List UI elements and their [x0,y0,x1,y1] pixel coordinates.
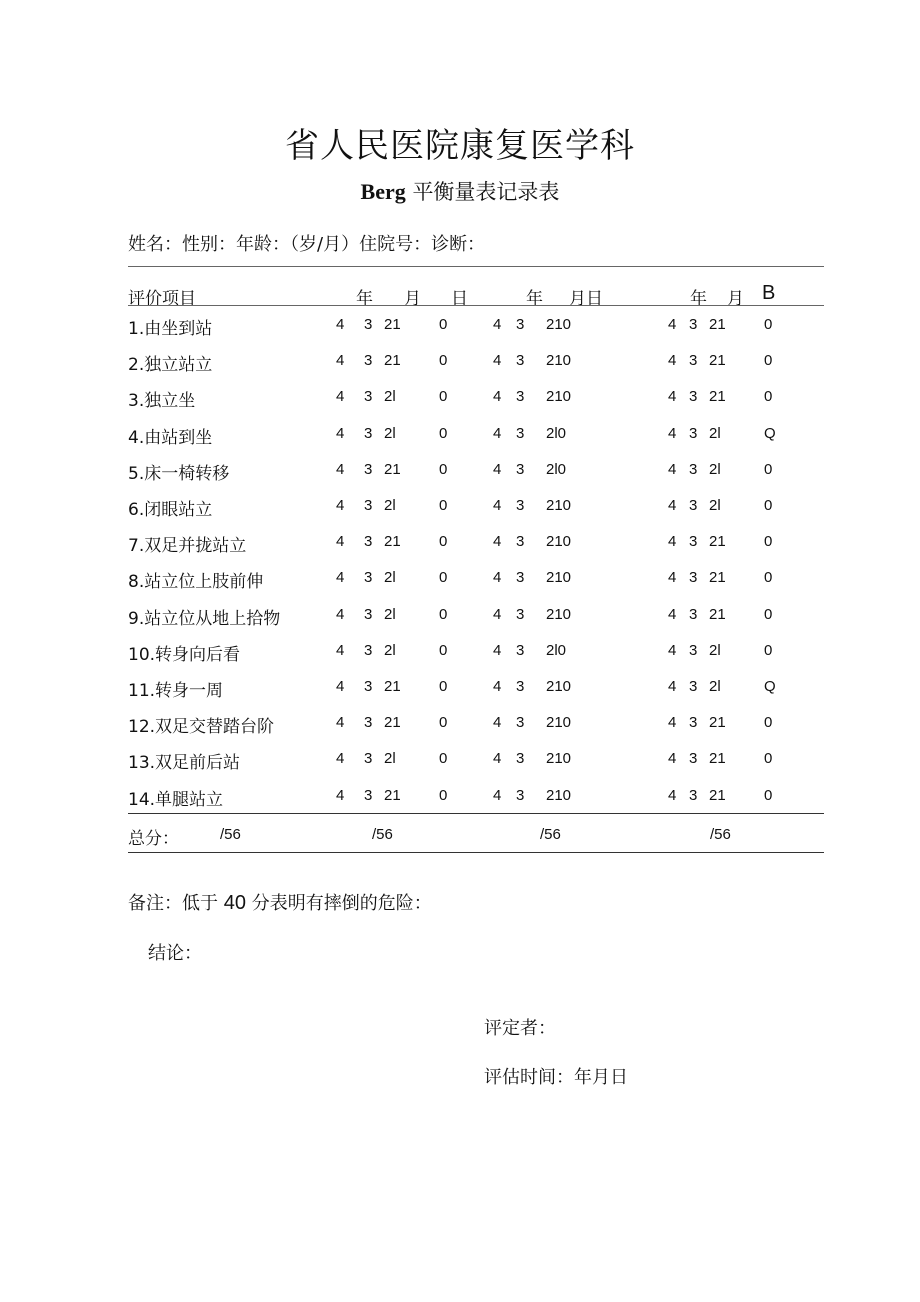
row-label: 8.站立位上肢前伸 [128,572,264,592]
session3-score-1: 4 [668,352,677,369]
remark-suffix: 分表明有摔倒的危险： [251,893,432,914]
session1-score-3: 21 [384,787,401,804]
remark-line [128,889,432,915]
session1-score-3: 21 [384,533,401,550]
session1-score-3: 21 [384,316,401,333]
session1-score-3: 21 [384,461,401,478]
rule-top [128,266,824,267]
session3-score-4: 0 [764,606,773,623]
session3-score-1: 4 [668,388,677,405]
session1-score-4: 0 [439,606,448,623]
session1-score-2: 3 [364,750,373,767]
session2-score-3: 2l0 [546,425,567,442]
conclusion-label: 结论： [148,943,202,964]
session3-score-3: 21 [709,569,726,586]
session3-score-4: 0 [764,497,773,514]
session1-score-4: 0 [439,642,448,659]
session3-score-2: 3 [689,787,698,804]
session3-score-2: 3 [689,569,698,586]
session2-score-2: 3 [516,787,525,804]
row-label: 12.双足交替踏台阶 [128,717,275,737]
session2-score-3: 2l0 [546,461,567,478]
session2-score-1: 4 [493,750,502,767]
session3-score-1: 4 [668,461,677,478]
date-header-3-nian: 年 [690,289,707,309]
date-header-3-ri: B [762,282,776,304]
session1-score-2: 3 [364,388,373,405]
session1-score-3: 2l [384,388,396,405]
session1-score-4: 0 [439,497,448,514]
session1-score-2: 3 [364,714,373,731]
date-header-3-yue: 月 [727,289,744,309]
session3-score-3: 2l [709,678,721,695]
session3-score-2: 3 [689,678,698,695]
session1-score-2: 3 [364,787,373,804]
session3-score-2: 3 [689,388,698,405]
session2-score-1: 4 [493,714,502,731]
session1-score-4: 0 [439,678,448,695]
total-4: /56 [710,826,731,843]
session2-score-1: 4 [493,316,502,333]
session2-score-3: 210 [546,388,572,405]
total-1: /56 [220,826,241,843]
session2-score-1: 4 [493,461,502,478]
session1-score-1: 4 [336,678,345,695]
session1-score-4: 0 [439,750,448,767]
session1-score-1: 4 [336,569,345,586]
session1-score-1: 4 [336,787,345,804]
session2-score-2: 3 [516,750,525,767]
row-label: 13.双足前后站 [128,753,241,773]
session1-score-4: 0 [439,352,448,369]
session2-score-1: 4 [493,352,502,369]
session2-score-1: 4 [493,425,502,442]
session3-score-4: 0 [764,316,773,333]
session2-score-1: 4 [493,569,502,586]
session2-score-1: 4 [493,497,502,514]
row-label: 9.站立位从地上拾物 [128,609,281,629]
session3-score-3: 2l [709,425,721,442]
session2-score-3: 210 [546,787,572,804]
session1-score-4: 0 [439,787,448,804]
session3-score-4: 0 [764,787,773,804]
date-header-2-nian: 年 [526,289,543,309]
session1-score-2: 3 [364,316,373,333]
session1-score-4: 0 [439,425,448,442]
session3-score-3: 21 [709,352,726,369]
session1-score-3: 2l [384,425,396,442]
session3-score-1: 4 [668,750,677,767]
session3-score-1: 4 [668,787,677,804]
row-label: 11.转身一周 [128,681,224,701]
session3-score-4: 0 [764,533,773,550]
session3-score-3: 21 [709,316,726,333]
row-label: 14.单腿站立 [128,790,224,810]
session3-score-1: 4 [668,425,677,442]
session2-score-1: 4 [493,533,502,550]
session2-score-2: 3 [516,461,525,478]
session3-score-2: 3 [689,461,698,478]
session3-score-1: 4 [668,678,677,695]
session1-score-3: 21 [384,352,401,369]
session1-score-4: 0 [439,461,448,478]
session1-score-2: 3 [364,352,373,369]
session3-score-3: 21 [709,388,726,405]
session1-score-4: 0 [439,714,448,731]
session2-score-1: 4 [493,787,502,804]
session3-score-4: 0 [764,642,773,659]
session2-score-3: 210 [546,569,572,586]
session2-score-1: 4 [493,642,502,659]
session1-score-4: 0 [439,569,448,586]
session2-score-2: 3 [516,425,525,442]
session1-score-1: 4 [336,425,345,442]
session1-score-2: 3 [364,606,373,623]
session3-score-2: 3 [689,606,698,623]
session3-score-4: 0 [764,569,773,586]
date-header-1-ri: 日 [451,289,468,309]
session3-score-4: 0 [764,750,773,767]
session2-score-3: 210 [546,533,572,550]
session3-score-3: 21 [709,533,726,550]
page-title: 省人民医院康复医学科 [285,126,635,166]
session2-score-2: 3 [516,606,525,623]
session2-score-3: 210 [546,352,572,369]
rule-below-total [128,852,824,853]
table-header-label: 评价项目 [128,289,196,309]
session1-score-4: 0 [439,316,448,333]
session1-score-1: 4 [336,642,345,659]
row-label: 5.床一椅转移 [128,464,230,484]
date-header-1-yue: 月 [404,289,421,309]
session3-score-3: 21 [709,787,726,804]
session3-score-2: 3 [689,533,698,550]
page-subtitle [0,176,920,206]
total-3: /56 [540,826,561,843]
session3-score-1: 4 [668,642,677,659]
remark-number: 40 [223,892,246,914]
session2-score-2: 3 [516,352,525,369]
session3-score-4: Q [764,425,776,442]
session1-score-3: 2l [384,497,396,514]
session2-score-2: 3 [516,388,525,405]
session1-score-1: 4 [336,714,345,731]
session3-score-2: 3 [689,352,698,369]
session2-score-2: 3 [516,642,525,659]
session1-score-2: 3 [364,497,373,514]
assess-time-label: 评估时间：年月日 [484,1067,628,1088]
session3-score-3: 2l [709,642,721,659]
row-label: 3.独立坐 [128,391,196,411]
session2-score-3: 210 [546,606,572,623]
session1-score-1: 4 [336,461,345,478]
session1-score-1: 4 [336,316,345,333]
total-label: 总分： [128,829,179,849]
session3-score-2: 3 [689,642,698,659]
session3-score-3: 21 [709,606,726,623]
session3-score-1: 4 [668,714,677,731]
session1-score-3: 21 [384,714,401,731]
session1-score-2: 3 [364,425,373,442]
session2-score-2: 3 [516,714,525,731]
row-label: 7.双足并拢站立 [128,536,247,556]
session2-score-3: 210 [546,678,572,695]
session2-score-3: 210 [546,714,572,731]
remark-prefix: 备注：低于 [128,893,218,914]
rule-header [128,305,824,306]
session1-score-2: 3 [364,678,373,695]
subtitle-en: Berg [360,179,406,204]
session2-score-2: 3 [516,497,525,514]
session1-score-3: 21 [384,678,401,695]
patient-info-line: 姓名：性别：年龄：（岁/月）住院号：诊断： [128,234,486,255]
session2-score-1: 4 [493,606,502,623]
session3-score-1: 4 [668,533,677,550]
session3-score-3: 21 [709,750,726,767]
session2-score-1: 4 [493,678,502,695]
session2-score-2: 3 [516,316,525,333]
row-label: 6.闭眼站立 [128,500,213,520]
session3-score-3: 2l [709,461,721,478]
session2-score-2: 3 [516,569,525,586]
session1-score-3: 2l [384,750,396,767]
session3-score-4: Q [764,678,776,695]
session1-score-1: 4 [336,750,345,767]
total-2: /56 [372,826,393,843]
session3-score-2: 3 [689,316,698,333]
session3-score-3: 2l [709,497,721,514]
session3-score-1: 4 [668,497,677,514]
row-label: 4.由站到坐 [128,428,213,448]
session1-score-1: 4 [336,388,345,405]
session3-score-2: 3 [689,750,698,767]
session3-score-1: 4 [668,569,677,586]
row-label: 10.转身向后看 [128,645,241,665]
session2-score-3: 210 [546,316,572,333]
assessor-label: 评定者： [484,1018,556,1039]
date-header-2-yue: 月日 [569,289,603,309]
session1-score-4: 0 [439,533,448,550]
session1-score-1: 4 [336,497,345,514]
session3-score-4: 0 [764,714,773,731]
session3-score-4: 0 [764,461,773,478]
row-label: 1.由坐到站 [128,319,213,339]
session1-score-2: 3 [364,533,373,550]
session3-score-2: 3 [689,497,698,514]
session1-score-3: 2l [384,642,396,659]
session2-score-1: 4 [493,388,502,405]
session3-score-1: 4 [668,316,677,333]
session3-score-2: 3 [689,425,698,442]
session1-score-1: 4 [336,606,345,623]
session2-score-2: 3 [516,678,525,695]
session3-score-3: 21 [709,714,726,731]
date-header-1-nian: 年 [356,289,373,309]
session1-score-3: 2l [384,606,396,623]
session2-score-3: 2l0 [546,642,567,659]
session2-score-3: 210 [546,497,572,514]
session3-score-4: 0 [764,388,773,405]
rule-above-total [128,813,824,814]
session1-score-1: 4 [336,533,345,550]
session2-score-2: 3 [516,533,525,550]
session1-score-1: 4 [336,352,345,369]
subtitle-cn: 平衡量表记录表 [412,180,560,204]
session1-score-2: 3 [364,642,373,659]
row-label: 2.独立站立 [128,355,213,375]
session1-score-4: 0 [439,388,448,405]
session2-score-3: 210 [546,750,572,767]
session3-score-1: 4 [668,606,677,623]
session1-score-2: 3 [364,569,373,586]
session1-score-2: 3 [364,461,373,478]
session3-score-2: 3 [689,714,698,731]
session1-score-3: 2l [384,569,396,586]
session3-score-4: 0 [764,352,773,369]
